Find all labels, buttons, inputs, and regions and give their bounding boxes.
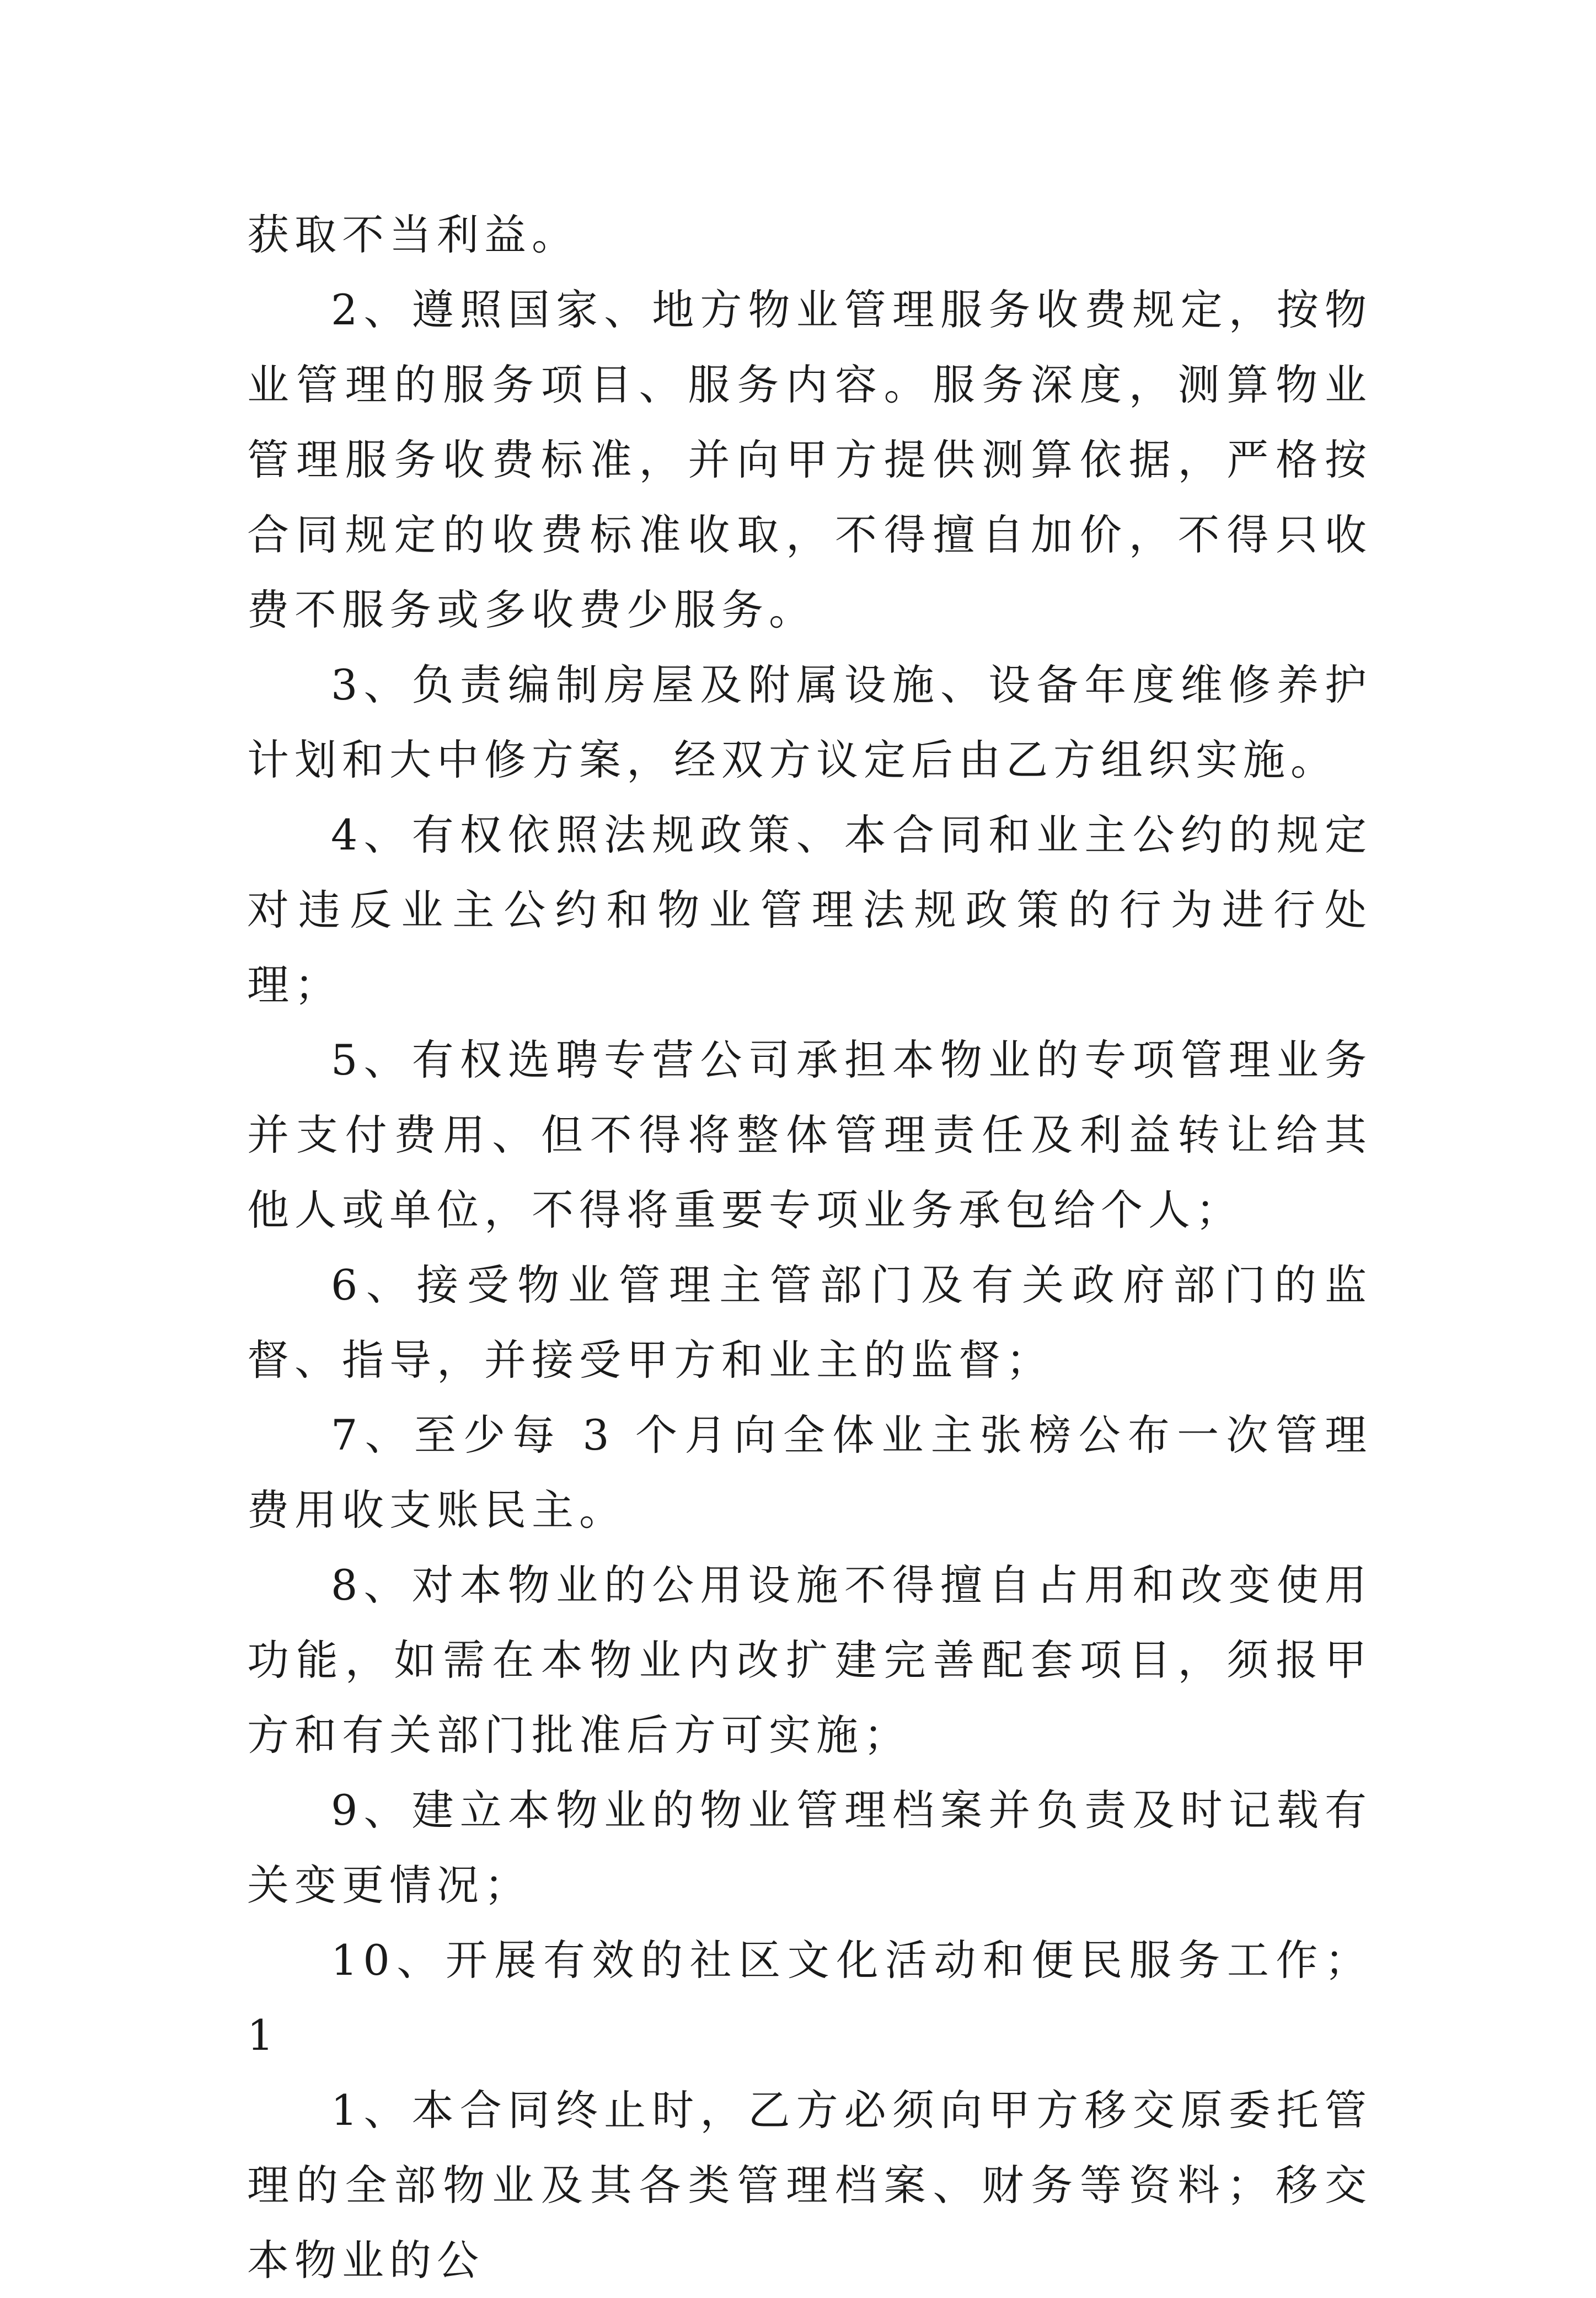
paragraph-1: 获取不当利益。 [247,210,579,259]
paragraph-7: 7、至少每 3 个月向全体业主张榜公布一次管理费用收支账民主。 [247,1410,1372,1535]
document-body [247,197,1372,2298]
paragraph-9: 9、建立本物业的物业管理档案并负责及时记载有关变更情况； [247,1786,1372,1910]
paragraph-4: 4、有权依照法规政策、本合同和业主公约的规定对违反业主公约和物业管理法规政策的行为进行处理； [247,810,1372,1009]
paragraph-11: 1、本合同终止时，乙方必须向甲方移交原委托管理的全部物业及其各类管理档案、财务等资料；移交本物业的公 [247,2086,1372,2285]
paragraph-6: 6、接受物业管理主管部门及有关政府部门的监督、指导，并接受甲方和业主的监督； [247,1260,1372,1385]
paragraph-2: 2、遵照国家、地方物业管理服务收费规定，按物业管理的服务项目、服务内容。服务深度，测算物业管理服务收费标准，并向甲方提供测算依据，严格按合同规定的收费标准收取，不得擅自加价，不得只收费不服务或多收费少服务。 [247,285,1372,634]
paragraph-3: 3、负责编制房屋及附属设施、设备年度维修养护计划和大中修方案，经双方议定后由乙方组织实施。 [247,660,1372,784]
paragraph-8: 8、对本物业的公用设施不得擅自占用和改变使用功能，如需在本物业内改扩建完善配套项目，须报甲方和有关部门批准后方可实施； [247,1560,1372,1760]
paragraph-5: 5、有权选聘专营公司承担本物业的专项管理业务并支付费用、但不得将整体管理责任及利益转让给其他人或单位，不得将重要专项业务承包给个人； [247,1035,1372,1234]
paragraph-10: 10、开展有效的社区文化活动和便民服务工作；1 [247,1936,1372,2060]
